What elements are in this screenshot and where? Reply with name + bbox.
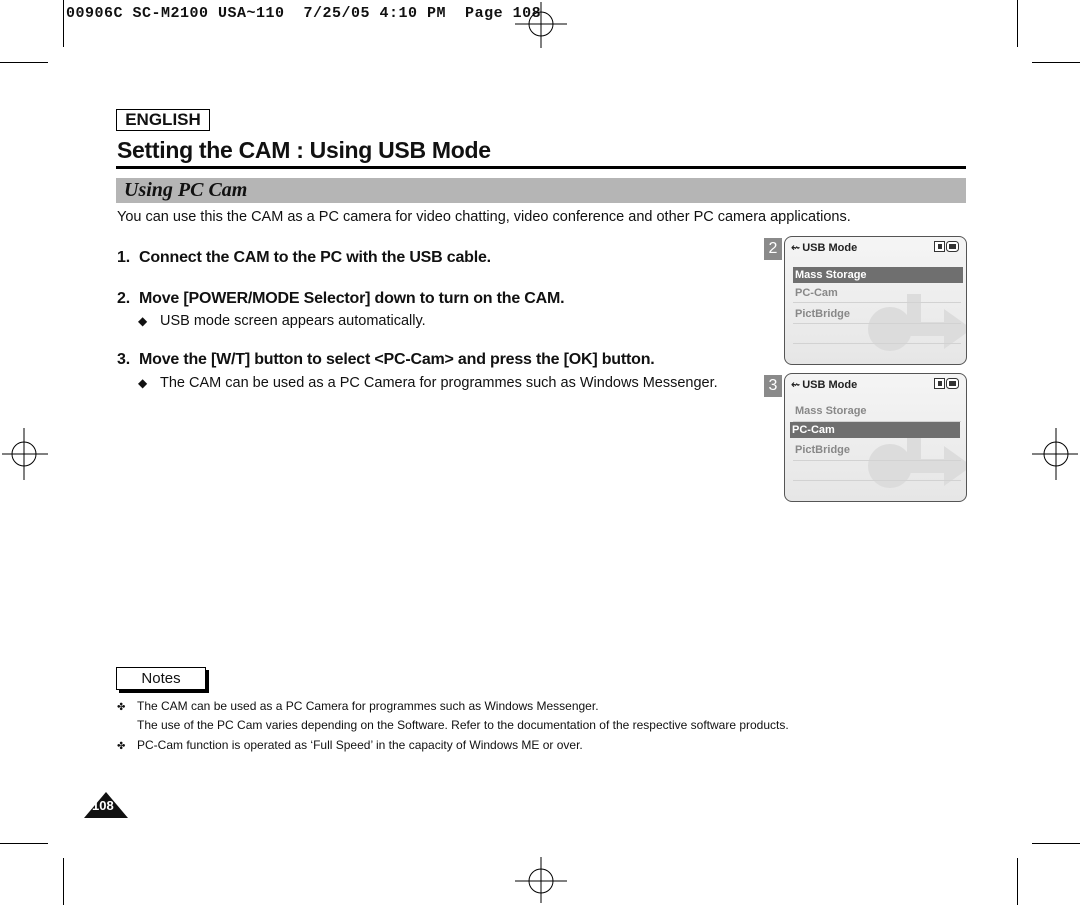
divider <box>793 323 961 324</box>
battery-icon <box>934 378 960 389</box>
step-text: Move [POWER/MODE Selector] down to turn on the CAM. <box>139 290 565 307</box>
section-title: Using PC Cam <box>124 179 248 201</box>
bullet-text: The CAM can be used as a PC Camera for programmes such as Windows Messenger. <box>160 375 718 391</box>
intro-text: You can use this the CAM as a PC camera for video chatting, video conference and other PC camera applications. <box>117 209 851 225</box>
note-text: PC-Cam function is operated as ‘Full Speed’ in the capacity of Windows ME or over. <box>137 738 583 752</box>
divider <box>793 302 961 303</box>
print-header: 00906C SC-M2100 USA~110 7/25/05 4:10 PM Page 108 <box>66 5 542 22</box>
usb-mode-screen <box>784 236 967 365</box>
bullet-item <box>138 375 718 391</box>
step-1 <box>117 249 491 267</box>
cross-icon: ✤ <box>117 702 126 713</box>
usb-mode-screen <box>784 373 967 502</box>
menu-item-mass-storage[interactable]: Mass Storage <box>793 267 963 283</box>
step-text: Move the [W/T] button to select <PC-Cam> and press the [OK] button. <box>139 351 655 368</box>
crop-mark <box>1017 858 1018 905</box>
note-text: The CAM can be used as a PC Camera for programmes such as Windows Messenger. <box>137 699 599 713</box>
registration-mark-icon <box>1032 428 1078 480</box>
step-number: 3. <box>117 351 130 368</box>
registration-mark-icon <box>515 857 567 903</box>
bullet-text: USB mode screen appears automatically. <box>160 313 426 329</box>
registration-mark-icon <box>2 428 48 480</box>
step-2 <box>117 290 564 308</box>
bullet-item <box>138 313 426 329</box>
screen-number: 3 <box>764 375 782 397</box>
note-item <box>117 718 789 732</box>
screen-title: ⇜ USB Mode <box>791 379 858 391</box>
step-3 <box>117 351 655 369</box>
menu-item-pc-cam[interactable]: PC-Cam <box>790 422 960 438</box>
menu-item-mass-storage[interactable]: Mass Storage <box>795 405 867 417</box>
page-number: 108 <box>92 798 114 813</box>
crop-mark <box>1017 0 1018 47</box>
menu-item-pictbridge[interactable]: PictBridge <box>795 444 851 456</box>
crop-mark <box>1032 843 1080 844</box>
step-number: 1. <box>117 249 130 266</box>
registration-mark-icon <box>515 2 567 48</box>
step-text: Connect the CAM to the PC with the USB cable. <box>139 249 491 266</box>
usb-icon: ⇜ <box>791 242 801 254</box>
divider <box>793 343 961 344</box>
step-number: 2. <box>117 290 130 307</box>
screen-title: ⇜ USB Mode <box>791 242 858 254</box>
screen-number: 2 <box>764 238 782 260</box>
diamond-icon: ◆ <box>138 314 148 328</box>
crop-mark <box>0 843 48 844</box>
note-item <box>117 738 583 752</box>
diamond-icon: ◆ <box>138 376 148 390</box>
page-title: Setting the CAM : Using USB Mode <box>117 137 491 163</box>
note-text: The use of the PC Cam varies depending on the Software. Refer to the documentation of the respective software products. <box>137 718 789 732</box>
battery-icon <box>934 241 960 252</box>
title-rule <box>116 166 966 169</box>
menu-item-pc-cam[interactable]: PC-Cam <box>795 287 838 299</box>
divider <box>793 480 961 481</box>
crop-mark <box>1032 62 1080 63</box>
cross-icon: ✤ <box>117 741 126 752</box>
note-item <box>117 699 599 713</box>
crop-mark <box>63 0 64 47</box>
divider <box>793 460 961 461</box>
menu-item-pictbridge[interactable]: PictBridge <box>795 308 851 320</box>
crop-mark <box>63 858 64 905</box>
notes-label: Notes <box>116 667 206 690</box>
crop-mark <box>0 62 48 63</box>
language-tab: ENGLISH <box>116 109 210 131</box>
usb-icon: ⇜ <box>791 379 801 391</box>
